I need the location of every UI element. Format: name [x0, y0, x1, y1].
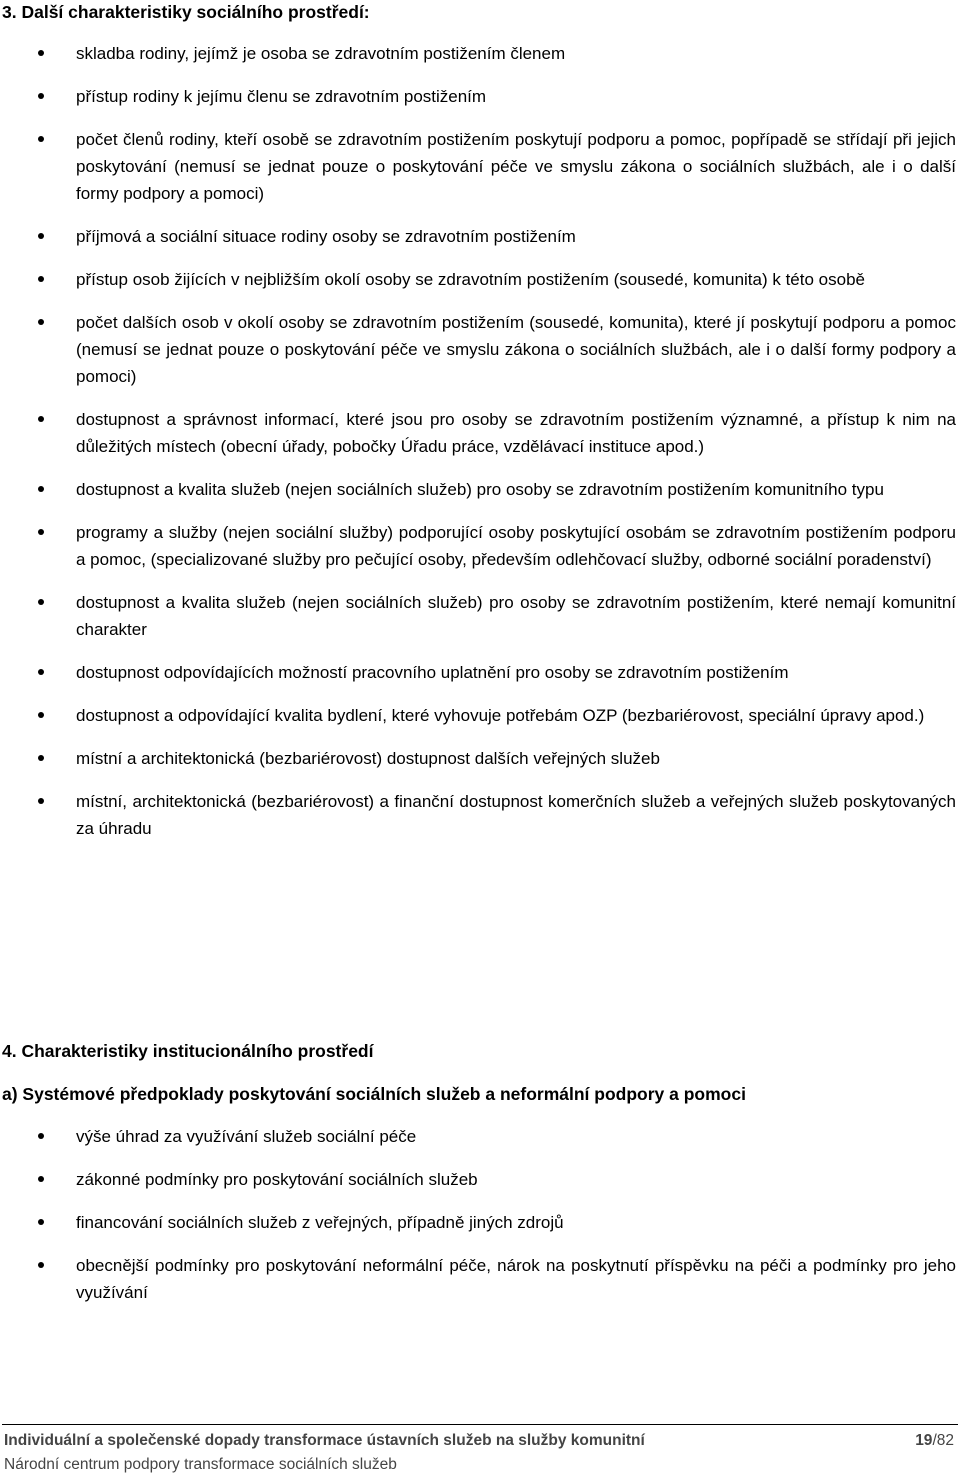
list-item	[0, 1252, 960, 1306]
section3-list	[0, 40, 960, 858]
list-item-text: obecnější podmínky pro poskytování neformální péče, nárok na poskytnutí příspěvku na péči a podmínky pro jeho využívání	[76, 1256, 956, 1302]
page-total: 82	[936, 1432, 954, 1449]
list-item	[0, 83, 960, 110]
footer-title: Individuální a společenské dopady transformace ústavních služeb na služby komunitní	[4, 1432, 645, 1449]
section4-subheading: a) Systémové předpoklady poskytování sociálních služeb a neformální podpory a pomoci	[2, 1084, 746, 1104]
bullet-icon	[38, 416, 44, 422]
list-item-text: programy a služby (nejen sociální služby) podporující osoby poskytující osobám se zdravotním postižením podporu a pomoc, (specializované služby pro pečující osoby, především odlehčovací služby, odborné sociální poradenství)	[76, 523, 956, 569]
list-item-text: počet členů rodiny, kteří osobě se zdravotním postižením poskytují podporu a pomoc, popřípadě se střídají při jejich poskytování (nemusí se jednat pouze o poskytování péče ve smyslu zákona o sociálních službách, ale i o další formy podpory a pomoci)	[76, 130, 956, 203]
bullet-icon	[38, 93, 44, 99]
list-item-text: přístup rodiny k jejímu členu se zdravotním postižením	[76, 87, 487, 106]
list-item-text: dostupnost a kvalita služeb (nejen sociálních služeb) pro osoby se zdravotním postižením komunitního typu	[76, 480, 884, 499]
footer-title-line	[4, 1432, 956, 1450]
bullet-icon	[38, 1176, 44, 1182]
bullet-icon	[38, 486, 44, 492]
section3-heading: 3. Další charakteristiky sociálního prostředí:	[2, 2, 370, 22]
list-item	[0, 702, 960, 729]
list-item	[0, 1123, 960, 1150]
list-item-text: příjmová a sociální situace rodiny osoby se zdravotním postižením	[76, 227, 576, 246]
page-current: 19	[915, 1432, 933, 1449]
page-number	[915, 1432, 954, 1450]
list-item-text: místní, architektonická (bezbariérovost) a finanční dostupnost komerčních služeb a veřejných služeb poskytovaných za úhradu	[76, 792, 956, 838]
bullet-icon	[38, 599, 44, 605]
bullet-icon	[38, 798, 44, 804]
page-separator: /	[932, 1432, 937, 1449]
section4-heading: 4. Charakteristiky institucionálního prostředí	[2, 1041, 374, 1061]
list-item	[0, 1209, 960, 1236]
list-item	[0, 519, 960, 573]
footer-org: Národní centrum podpory transformace sociálních služeb	[4, 1456, 397, 1473]
footer-divider	[2, 1424, 958, 1425]
list-item	[0, 223, 960, 250]
section4-list	[0, 1123, 960, 1322]
list-item-text: dostupnost a správnost informací, které jsou pro osoby se zdravotním postižením významné, a přístup k nim na důležitých místech (obecní úřady, pobočky Úřadu práce, vzdělávací instituce apod.)	[76, 410, 956, 456]
bullet-icon	[38, 233, 44, 239]
bullet-icon	[38, 755, 44, 761]
list-item-text: skladba rodiny, jejímž je osoba se zdravotním postižením členem	[76, 44, 566, 63]
bullet-icon	[38, 1133, 44, 1139]
list-item	[0, 589, 960, 643]
list-item	[0, 476, 960, 503]
bullet-icon	[38, 712, 44, 718]
list-item-text: dostupnost odpovídajících možností pracovního uplatnění pro osoby se zdravotním postižením	[76, 663, 789, 682]
bullet-icon	[38, 50, 44, 56]
list-item-text: přístup osob žijících v nejbližším okolí osoby se zdravotním postižením (sousedé, komunita) k této osobě	[76, 270, 865, 289]
bullet-icon	[38, 319, 44, 325]
list-item-text: financování sociálních služeb z veřejných, případně jiných zdrojů	[76, 1213, 564, 1232]
list-item	[0, 406, 960, 460]
list-item	[0, 126, 960, 207]
list-item	[0, 266, 960, 293]
bullet-icon	[38, 1262, 44, 1268]
list-item	[0, 309, 960, 390]
list-item	[0, 659, 960, 686]
bullet-icon	[38, 136, 44, 142]
bullet-icon	[38, 669, 44, 675]
list-item-text: dostupnost a kvalita služeb (nejen sociálních služeb) pro osoby se zdravotním postižením, které nemají komunitní charakter	[76, 593, 956, 639]
bullet-icon	[38, 1219, 44, 1225]
bullet-icon	[38, 529, 44, 535]
list-item-text: počet dalších osob v okolí osoby se zdravotním postižením (sousedé, komunita), které jí poskytují podporu a pomoc (nemusí se jednat pouze o poskytování péče ve smyslu zákona o sociálních službách, ale i o další formy podpory a pomoci)	[76, 313, 956, 386]
list-item	[0, 1166, 960, 1193]
list-item-text: zákonné podmínky pro poskytování sociálních služeb	[76, 1170, 478, 1189]
list-item-text: výše úhrad za využívání služeb sociální péče	[76, 1127, 417, 1146]
list-item-text: dostupnost a odpovídající kvalita bydlení, které vyhovuje potřebám OZP (bezbariérovost, speciální úpravy apod.)	[76, 706, 925, 725]
list-item	[0, 788, 960, 842]
list-item-text: místní a architektonická (bezbariérovost) dostupnost dalších veřejných služeb	[76, 749, 660, 768]
list-item	[0, 745, 960, 772]
list-item	[0, 40, 960, 67]
bullet-icon	[38, 276, 44, 282]
